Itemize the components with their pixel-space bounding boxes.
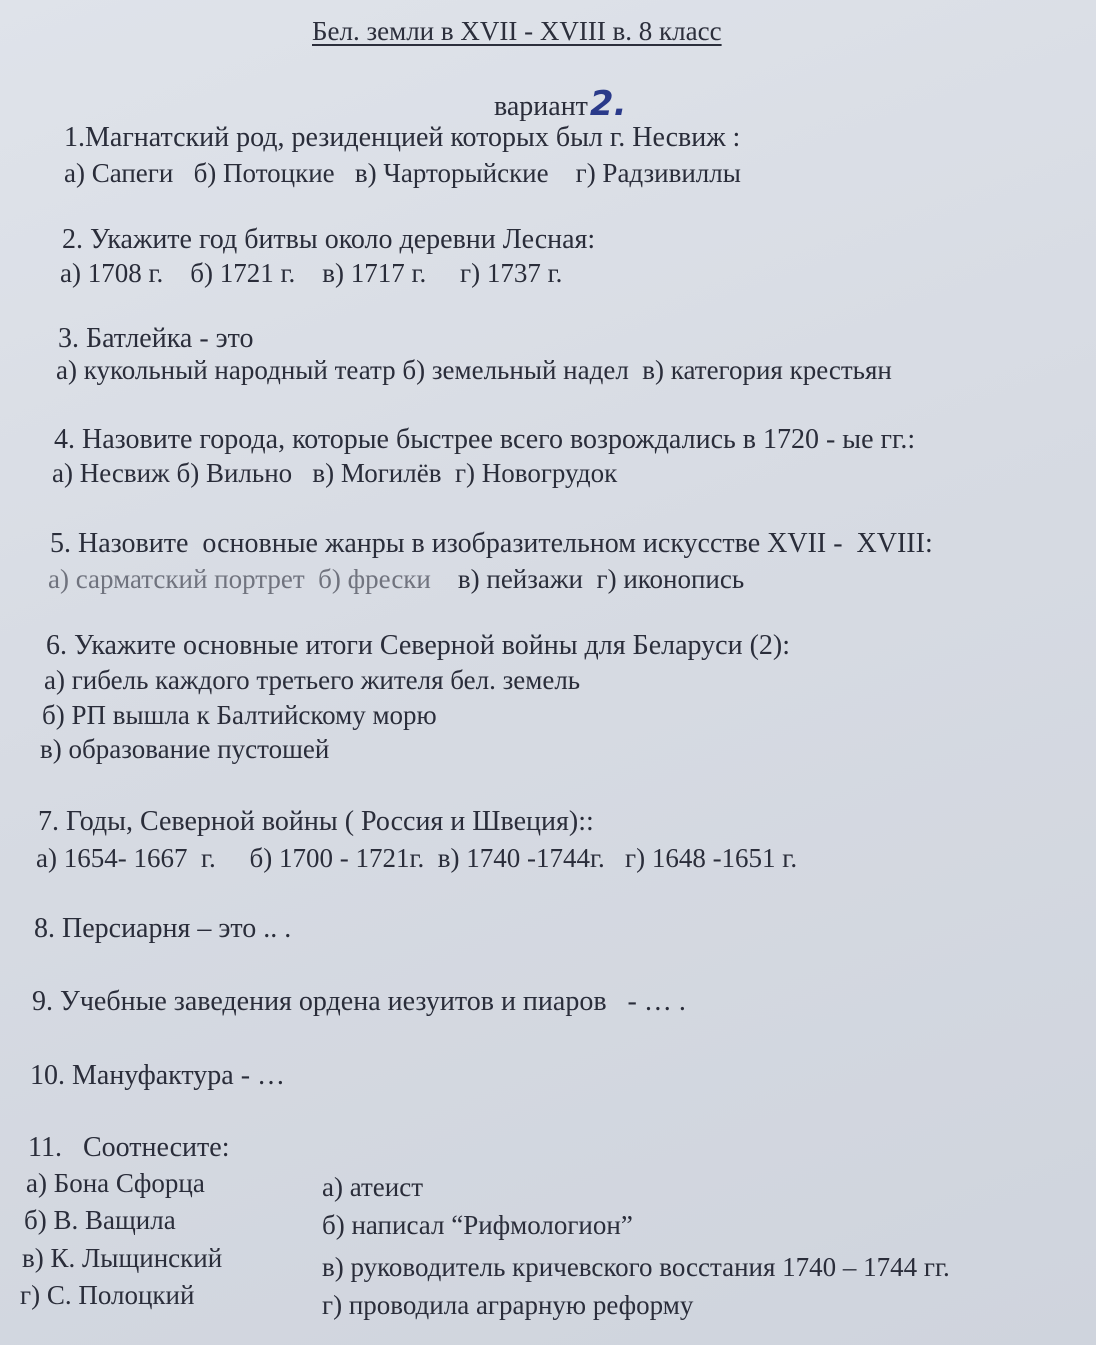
- matching-left-b: б) В. Ващила: [24, 1205, 176, 1235]
- worksheet-title: Бел. земли в XVII - XVIII в. 8 класс: [312, 16, 722, 46]
- question-7: 7. Годы, Северной войны ( Россия и Швеция)::: [38, 806, 594, 837]
- matching-right-b: б) написал “Рифмологион”: [322, 1210, 633, 1240]
- variant-word: вариант: [494, 91, 588, 122]
- question-6-option-a: а) гибель каждого третьего жителя бел. земель: [44, 665, 581, 695]
- question-4: 4. Назовите города, которые быстрее всего возрождались в 1720 - ые гг.:: [54, 424, 916, 455]
- matching-left-c: в) К. Лыщинский: [22, 1243, 223, 1273]
- matching-left-a: а) Бона Сфорца: [26, 1168, 205, 1198]
- question-7-options: а) 1654- 1667 г. б) 1700 - 1721г. в) 1740 -1744г. г) 1648 -1651 г.: [36, 843, 798, 873]
- question-10: 10. Мануфактура - …: [30, 1060, 286, 1091]
- question-5-options-faded: а) сарматский портрет б) фрески: [48, 564, 431, 594]
- question-8: 8. Персиарня – это .. .: [34, 913, 292, 944]
- question-3: 3. Батлейка - это: [58, 323, 254, 354]
- question-2: 2. Укажите год битвы около деревни Лесная:: [62, 224, 596, 255]
- question-6: 6. Укажите основные итоги Северной войны для Беларуси (2):: [46, 630, 791, 661]
- question-1: 1.Магнатский род, резиденцией которых был г. Несвиж :: [64, 122, 741, 153]
- question-11-heading: 11. Соотнесите:: [28, 1132, 230, 1163]
- variant-number: 2.: [589, 84, 627, 124]
- question-3-options: а) кукольный народный театр б) земельный надел в) категория крестьян: [56, 355, 892, 385]
- question-1-options: а) Сапеги б) Потоцкие в) Чарторыйские г) Радзивиллы: [64, 158, 741, 188]
- matching-right-c: в) руководитель кричевского восстания 1740 – 1744 гг.: [322, 1252, 950, 1282]
- question-6-option-c: в) образование пустошей: [40, 734, 330, 764]
- question-5-options: [48, 566, 744, 593]
- question-5-options-rest: в) пейзажи г) иконопись: [430, 564, 745, 594]
- variant-label: [494, 84, 627, 124]
- question-9: 9. Учебные заведения ордена иезуитов и пиаров - … .: [32, 986, 686, 1017]
- question-2-options: а) 1708 г. б) 1721 г. в) 1717 г. г) 1737 г.: [60, 258, 563, 288]
- question-4-options: а) Несвиж б) Вильно в) Могилёв г) Новогрудок: [52, 458, 618, 488]
- matching-left-d: г) С. Полоцкий: [20, 1280, 195, 1310]
- matching-right-a: а) атеист: [322, 1172, 424, 1202]
- question-6-option-b: б) РП вышла к Балтийскому морю: [42, 700, 437, 730]
- question-5: 5. Назовите основные жанры в изобразительном искусстве XVII - XVIII:: [50, 528, 933, 559]
- matching-right-d: г) проводила аграрную реформу: [322, 1290, 694, 1320]
